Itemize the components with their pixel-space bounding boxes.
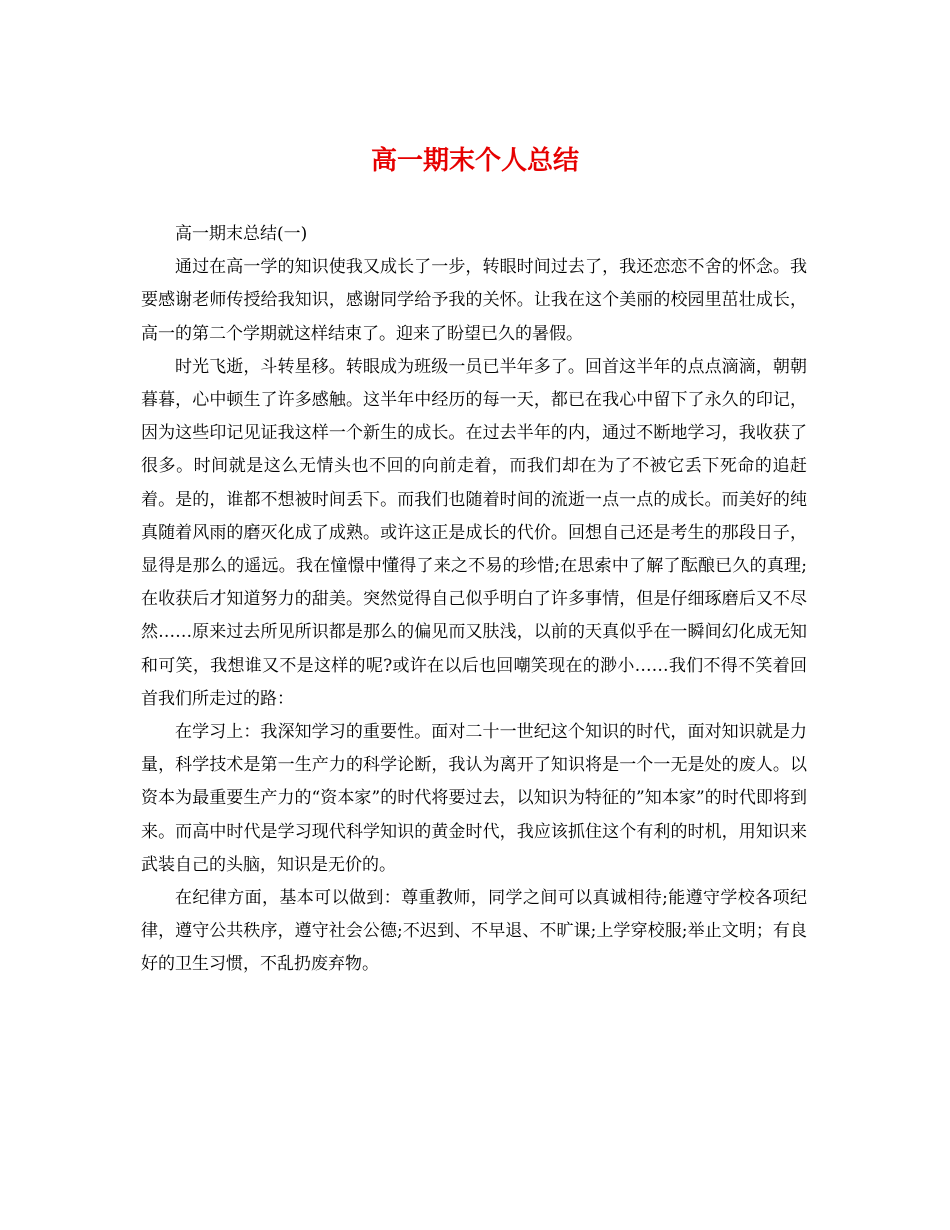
paragraph-4: 在纪律方面，基本可以做到：尊重教师，同学之间可以真诚相待;能遵守学校各项纪律，遵守公共秩序，遵守社会公德;不迟到、不早退、不旷课;上学穿校服;举止文明；有良好的卫生习惯，不乱扔废弃物。 [141,888,807,975]
paragraph-2: 时光飞逝，斗转星移。转眼成为班级一员已半年多了。回首这半年的点点滴滴，朝朝暮暮，心中顿生了许多感触。这半年中经历的每一天，都已在我心中留下了永久的印记，因为这些印记见证我这样一个新生的成长。在过去半年的内，通过不断地学习，我收获了很多。时间就是这么无情头也不回的向前走着，而我们却在为了不被它丢下死命的追赶着。是的，谁都不想被时间丢下。而我们也随着时间的流逝一点一点的成长。而美好的纯真随着风雨的磨灭化成了成熟。或许这正是成长的代价。回想自己还是考生的那段日子，显得是那么的遥远。我在憧憬中懂得了来之不易的珍惜;在思索中了解了酝酿已久的真理;在收获后才知道努力的甜美。突然觉得自己似乎明白了许多事情，但是仔细琢磨后又不尽然……原来过去所见所识都是那么的偏见而又肤浅，以前的天真似乎在一瞬间幻化成无知和可笑，我想谁又不是这样的呢?或许在以后也回嘲笑现在的渺小……我们不得不笑着回首我们所走过的路： [141,356,807,709]
paragraph-3: 在学习上：我深知学习的重要性。面对二十一世纪这个知识的时代，面对知识就是力量，科学技术是第一生产力的科学论断，我认为离开了知识将是一个一无是处的废人。以资本为最重要生产力的“资本家”的时代将要过去，以知识为特征的”知本家”的时代即将到来。而高中时代是学习现代科学知识的黄金时代，我应该抓住这个有利的时机，用知识来武装自己的头脑，知识是无价的。 [141,722,807,875]
document-body [141,218,807,982]
paragraph-1: 通过在高一学的知识使我又成长了一步，转眼时间过去了，我还恋恋不舍的怀念。我要感谢老师传授给我知识，感谢同学给予我的关怀。让我在这个美丽的校园里茁壮成长，高一的第二个学期就这样结束了。迎来了盼望已久的暑假。 [141,257,807,344]
section-heading: 高一期末总结(一) [175,224,308,244]
document-title: 高一期末个人总结 [370,146,579,176]
